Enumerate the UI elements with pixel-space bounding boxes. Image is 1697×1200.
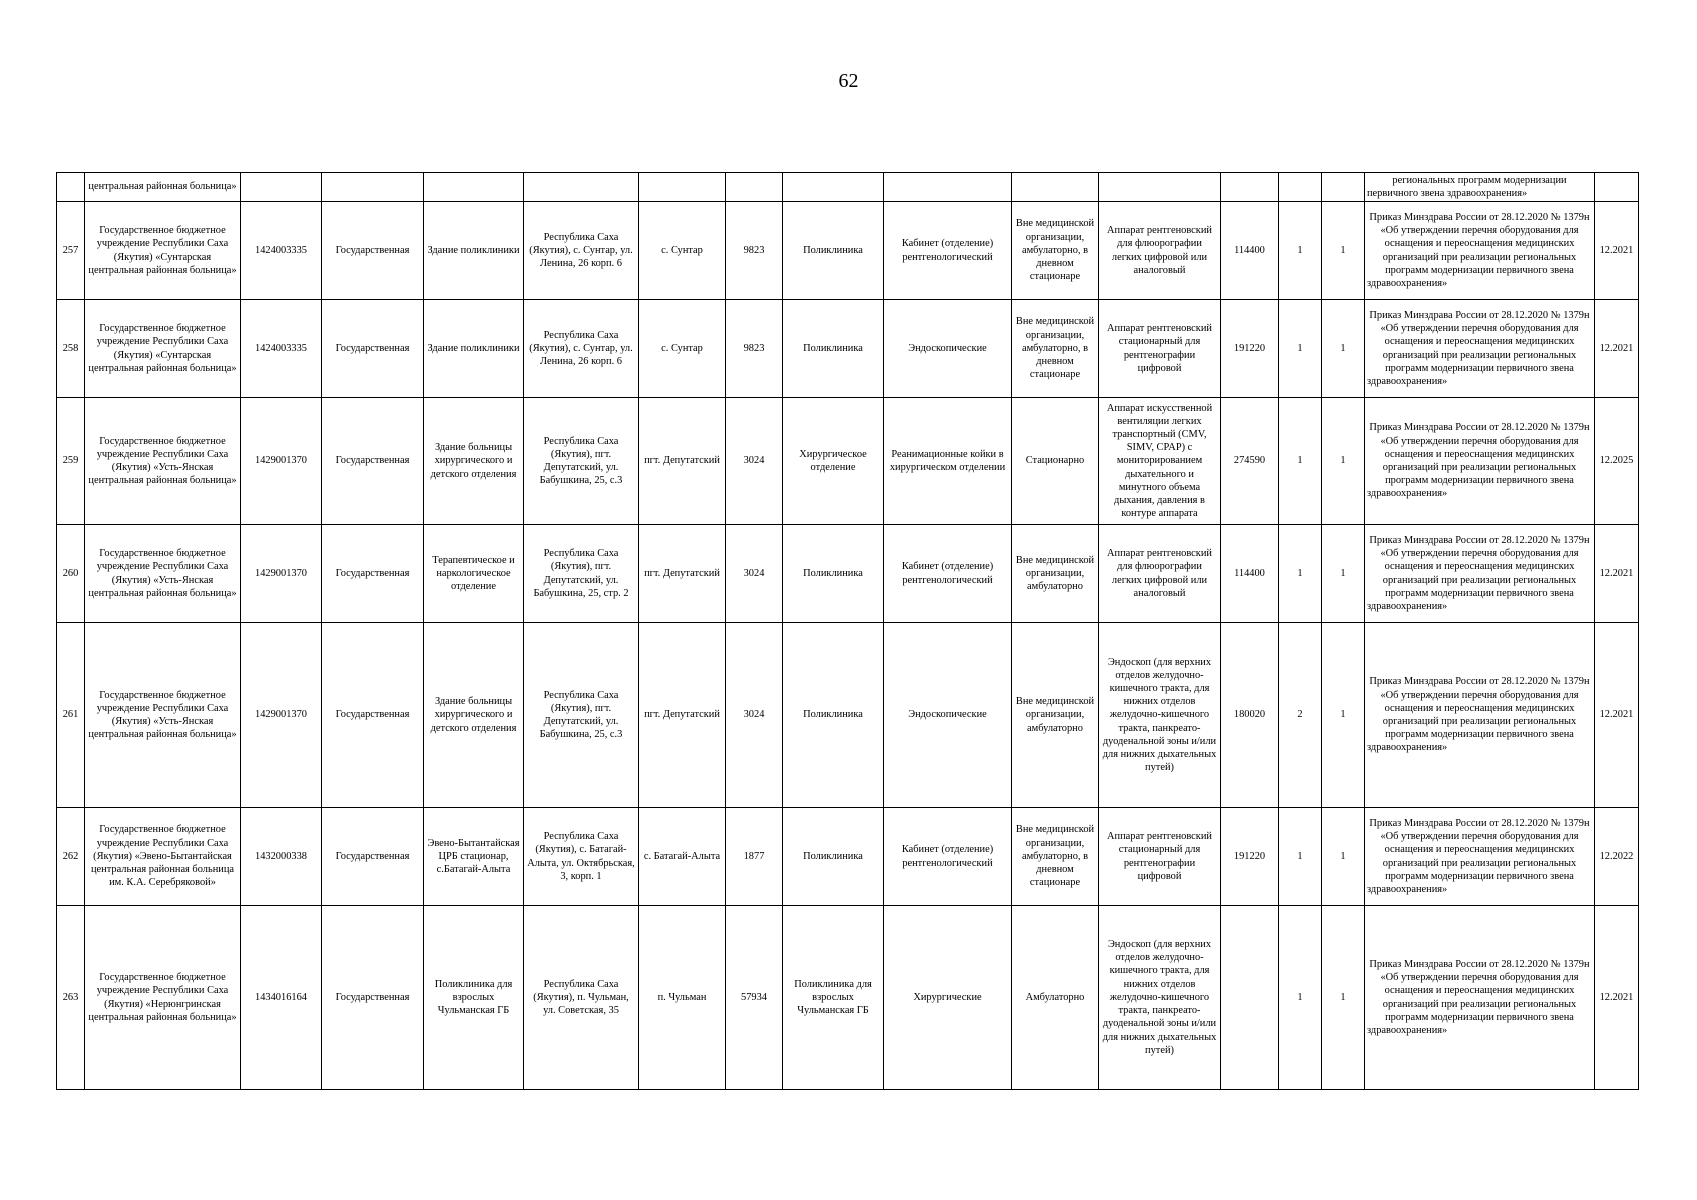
cell-ownership: Государственная bbox=[322, 202, 424, 300]
cell-subdivision: Поликлиника bbox=[783, 808, 884, 906]
cell-population: 3024 bbox=[726, 398, 783, 525]
cell-address: Республика Саха (Якутия), пгт. Депутатский, ул. Бабушкина, 25, стр. 2 bbox=[524, 525, 639, 623]
cell-legal-basis: Приказ Минздрава России от 28.12.2020 № 1379н «Об утверждении перечня оборудования для оснащения и переоснащения медицинских организаций при реализации региональных программ модернизации первичного звена здравоохранения» bbox=[1365, 300, 1595, 398]
cell-care-condition: Вне медицинской организации, амбулаторно, в дневном стационаре bbox=[1012, 300, 1099, 398]
cell-subdivision: Поликлиника для взрослых Чульманская ГБ bbox=[783, 906, 884, 1090]
cell-address: Республика Саха (Якутия), с. Батагай-Алыта, ул. Октябрьская, 3, корп. 1 bbox=[524, 808, 639, 906]
cell-address: Республика Саха (Якутия), пгт. Депутатский, ул. Бабушкина, 25, с.3 bbox=[524, 623, 639, 808]
cell-organization: Государственное бюджетное учреждение Республики Саха (Якутия) «Усть-Янская центральная районная больница» bbox=[85, 623, 241, 808]
cell-qty-b: 1 bbox=[1322, 623, 1365, 808]
cell-settlement: с. Сунтар bbox=[639, 300, 726, 398]
cell-equipment bbox=[1099, 173, 1221, 202]
cell-address: Республика Саха (Якутия), п. Чульман, ул. Советская, 35 bbox=[524, 906, 639, 1090]
cell-settlement: с. Сунтар bbox=[639, 202, 726, 300]
cell-qty-a: 1 bbox=[1279, 808, 1322, 906]
cell-settlement: пгт. Депутатский bbox=[639, 525, 726, 623]
cell-unit bbox=[884, 173, 1012, 202]
cell-deadline: 12.2021 bbox=[1595, 906, 1639, 1090]
cell-unit: Эндоскопические bbox=[884, 623, 1012, 808]
table-row-continuation bbox=[57, 173, 1639, 202]
cell-equipment: Эндоскоп (для верхних отделов желудочно-кишечного тракта, для нижних отделов желудочно-кишечного тракта, панкреато-дуоденальной зоны и/или для нижних дыхательных путей) bbox=[1099, 906, 1221, 1090]
cell-population: 3024 bbox=[726, 623, 783, 808]
cell-subdivision: Хирургическое отделение bbox=[783, 398, 884, 525]
cell-qty-b bbox=[1322, 173, 1365, 202]
cell-settlement: п. Чульман bbox=[639, 906, 726, 1090]
cell-num: 258 bbox=[57, 300, 85, 398]
cell-unit: Реанимационные койки в хирургическом отделении bbox=[884, 398, 1012, 525]
cell-address: Республика Саха (Якутия), с. Сунтар, ул. Ленина, 26 корп. 6 bbox=[524, 300, 639, 398]
cell-inn bbox=[241, 173, 322, 202]
cell-care-condition: Вне медицинской организации, амбулаторно, в дневном стационаре bbox=[1012, 808, 1099, 906]
cell-care-condition bbox=[1012, 173, 1099, 202]
cell-subdivision: Поликлиника bbox=[783, 525, 884, 623]
cell-code: 114400 bbox=[1221, 525, 1279, 623]
cell-inn: 1432000338 bbox=[241, 808, 322, 906]
cell-building: Поликлиника для взрослых Чульманская ГБ bbox=[424, 906, 524, 1090]
cell-num bbox=[57, 173, 85, 202]
cell-unit: Кабинет (отделение) рентгенологический bbox=[884, 202, 1012, 300]
cell-population bbox=[726, 173, 783, 202]
cell-inn: 1424003335 bbox=[241, 202, 322, 300]
cell-inn: 1429001370 bbox=[241, 623, 322, 808]
cell-building bbox=[424, 173, 524, 202]
cell-qty-a: 1 bbox=[1279, 300, 1322, 398]
cell-building: Здание больницы хирургического и детского отделения bbox=[424, 623, 524, 808]
cell-qty-a: 1 bbox=[1279, 202, 1322, 300]
cell-qty-b: 1 bbox=[1322, 525, 1365, 623]
cell-ownership: Государственная bbox=[322, 906, 424, 1090]
cell-population: 57934 bbox=[726, 906, 783, 1090]
cell-subdivision: Поликлиника bbox=[783, 300, 884, 398]
cell-num: 261 bbox=[57, 623, 85, 808]
cell-address: Республика Саха (Якутия), с. Сунтар, ул. Ленина, 26 корп. 6 bbox=[524, 202, 639, 300]
cell-inn: 1429001370 bbox=[241, 398, 322, 525]
cell-organization: Государственное бюджетное учреждение Республики Саха (Якутия) «Усть-Янская центральная районная больница» bbox=[85, 398, 241, 525]
cell-legal-basis: Приказ Минздрава России от 28.12.2020 № 1379н «Об утверждении перечня оборудования для оснащения и переоснащения медицинских организаций при реализации региональных программ модернизации первичного звена здравоохранения» bbox=[1365, 808, 1595, 906]
cell-deadline: 12.2022 bbox=[1595, 808, 1639, 906]
cell-organization: Государственное бюджетное учреждение Республики Саха (Якутия) «Сунтарская центральная районная больница» bbox=[85, 202, 241, 300]
cell-deadline: 12.2025 bbox=[1595, 398, 1639, 525]
cell-num: 259 bbox=[57, 398, 85, 525]
cell-population: 9823 bbox=[726, 300, 783, 398]
cell-building: Здание поликлиники bbox=[424, 300, 524, 398]
cell-inn: 1429001370 bbox=[241, 525, 322, 623]
cell-deadline: 12.2021 bbox=[1595, 623, 1639, 808]
cell-population: 1877 bbox=[726, 808, 783, 906]
cell-qty-b: 1 bbox=[1322, 906, 1365, 1090]
cell-code: 180020 bbox=[1221, 623, 1279, 808]
page-number: 62 bbox=[838, 70, 859, 92]
cell-organization: Государственное бюджетное учреждение Республики Саха (Якутия) «Нерюнгринская центральная районная больница» bbox=[85, 906, 241, 1090]
cell-unit: Кабинет (отделение) рентгенологический bbox=[884, 525, 1012, 623]
cell-deadline: 12.2021 bbox=[1595, 202, 1639, 300]
table-row bbox=[57, 906, 1639, 1090]
cell-code bbox=[1221, 906, 1279, 1090]
cell-num: 263 bbox=[57, 906, 85, 1090]
cell-care-condition: Амбулаторно bbox=[1012, 906, 1099, 1090]
table-row bbox=[57, 398, 1639, 525]
cell-ownership: Государственная bbox=[322, 300, 424, 398]
cell-equipment: Аппарат рентгеновский стационарный для рентгенографии цифровой bbox=[1099, 808, 1221, 906]
cell-code bbox=[1221, 173, 1279, 202]
cell-organization: центральная районная больница» bbox=[85, 173, 241, 202]
table-row bbox=[57, 300, 1639, 398]
cell-qty-b: 1 bbox=[1322, 808, 1365, 906]
cell-equipment: Аппарат искусственной вентиляции легких транспортный (CMV, SIMV, CPAP) с мониторированием дыхательного и минутного объема дыхания, давления в контуре аппарата bbox=[1099, 398, 1221, 525]
cell-organization: Государственное бюджетное учреждение Республики Саха (Якутия) «Усть-Янская центральная районная больница» bbox=[85, 525, 241, 623]
cell-unit: Эндоскопические bbox=[884, 300, 1012, 398]
cell-population: 9823 bbox=[726, 202, 783, 300]
cell-legal-basis: Приказ Минздрава России от 28.12.2020 № 1379н «Об утверждении перечня оборудования для оснащения и переоснащения медицинских организаций при реализации региональных программ модернизации первичного звена здравоохранения» bbox=[1365, 525, 1595, 623]
cell-unit: Кабинет (отделение) рентгенологический bbox=[884, 808, 1012, 906]
cell-legal-basis: региональных программ модернизации первичного звена здравоохранения» bbox=[1365, 173, 1595, 202]
cell-deadline: 12.2021 bbox=[1595, 525, 1639, 623]
cell-qty-b: 1 bbox=[1322, 300, 1365, 398]
cell-care-condition: Вне медицинской организации, амбулаторно, в дневном стационаре bbox=[1012, 202, 1099, 300]
cell-num: 257 bbox=[57, 202, 85, 300]
cell-ownership: Государственная bbox=[322, 525, 424, 623]
cell-deadline: 12.2021 bbox=[1595, 300, 1639, 398]
cell-settlement: с. Батагай-Алыта bbox=[639, 808, 726, 906]
cell-equipment: Эндоскоп (для верхних отделов желудочно-кишечного тракта, для нижних отделов желудочно-кишечного тракта, панкреато-дуоденальной зоны и/или для нижних дыхательных путей) bbox=[1099, 623, 1221, 808]
cell-settlement bbox=[639, 173, 726, 202]
cell-address bbox=[524, 173, 639, 202]
cell-legal-basis: Приказ Минздрава России от 28.12.2020 № 1379н «Об утверждении перечня оборудования для оснащения и переоснащения медицинских организаций при реализации региональных программ модернизации первичного звена здравоохранения» bbox=[1365, 906, 1595, 1090]
cell-legal-basis: Приказ Минздрава России от 28.12.2020 № 1379н «Об утверждении перечня оборудования для оснащения и переоснащения медицинских организаций при реализации региональных программ модернизации первичного звена здравоохранения» bbox=[1365, 623, 1595, 808]
cell-code: 114400 bbox=[1221, 202, 1279, 300]
table-row bbox=[57, 623, 1639, 808]
table-row bbox=[57, 525, 1639, 623]
cell-address: Республика Саха (Якутия), пгт. Депутатский, ул. Бабушкина, 25, с.3 bbox=[524, 398, 639, 525]
cell-equipment: Аппарат рентгеновский для флюорографии легких цифровой или аналоговый bbox=[1099, 525, 1221, 623]
cell-num: 262 bbox=[57, 808, 85, 906]
cell-code: 191220 bbox=[1221, 300, 1279, 398]
cell-num: 260 bbox=[57, 525, 85, 623]
cell-deadline bbox=[1595, 173, 1639, 202]
cell-equipment: Аппарат рентгеновский стационарный для рентгенографии цифровой bbox=[1099, 300, 1221, 398]
cell-subdivision: Поликлиника bbox=[783, 623, 884, 808]
cell-subdivision: Поликлиника bbox=[783, 202, 884, 300]
cell-qty-a: 2 bbox=[1279, 623, 1322, 808]
cell-equipment: Аппарат рентгеновский для флюорографии легких цифровой или аналоговый bbox=[1099, 202, 1221, 300]
cell-inn: 1424003335 bbox=[241, 300, 322, 398]
table-row bbox=[57, 808, 1639, 906]
cell-organization: Государственное бюджетное учреждение Республики Саха (Якутия) «Сунтарская центральная районная больница» bbox=[85, 300, 241, 398]
cell-qty-a: 1 bbox=[1279, 525, 1322, 623]
equipment-registry-table bbox=[56, 172, 1639, 1090]
cell-care-condition: Вне медицинской организации, амбулаторно bbox=[1012, 525, 1099, 623]
cell-building: Здание поликлиники bbox=[424, 202, 524, 300]
cell-legal-basis: Приказ Минздрава России от 28.12.2020 № 1379н «Об утверждении перечня оборудования для оснащения и переоснащения медицинских организаций при реализации региональных программ модернизации первичного звена здравоохранения» bbox=[1365, 398, 1595, 525]
cell-building: Эвено-Бытантайская ЦРБ стационар, с.Батагай-Алыта bbox=[424, 808, 524, 906]
cell-code: 191220 bbox=[1221, 808, 1279, 906]
cell-ownership: Государственная bbox=[322, 398, 424, 525]
cell-qty-b: 1 bbox=[1322, 398, 1365, 525]
cell-unit: Хирургические bbox=[884, 906, 1012, 1090]
cell-ownership: Государственная bbox=[322, 623, 424, 808]
table-row bbox=[57, 202, 1639, 300]
cell-qty-b: 1 bbox=[1322, 202, 1365, 300]
cell-code: 274590 bbox=[1221, 398, 1279, 525]
cell-building: Терапевтическое и наркологическое отделение bbox=[424, 525, 524, 623]
cell-qty-a: 1 bbox=[1279, 398, 1322, 525]
cell-settlement: пгт. Депутатский bbox=[639, 623, 726, 808]
cell-care-condition: Стационарно bbox=[1012, 398, 1099, 525]
cell-settlement: пгт. Депутатский bbox=[639, 398, 726, 525]
cell-building: Здание больницы хирургического и детского отделения bbox=[424, 398, 524, 525]
cell-ownership: Государственная bbox=[322, 808, 424, 906]
cell-inn: 1434016164 bbox=[241, 906, 322, 1090]
cell-legal-basis: Приказ Минздрава России от 28.12.2020 № 1379н «Об утверждении перечня оборудования для оснащения и переоснащения медицинских организаций при реализации региональных программ модернизации первичного звена здравоохранения» bbox=[1365, 202, 1595, 300]
cell-organization: Государственное бюджетное учреждение Республики Саха (Якутия) «Эвено-Бытантайская центральная районная больница им. К.А. Серебряковой» bbox=[85, 808, 241, 906]
cell-population: 3024 bbox=[726, 525, 783, 623]
cell-subdivision bbox=[783, 173, 884, 202]
cell-ownership bbox=[322, 173, 424, 202]
cell-qty-a: 1 bbox=[1279, 906, 1322, 1090]
cell-care-condition: Вне медицинской организации, амбулаторно bbox=[1012, 623, 1099, 808]
cell-qty-a bbox=[1279, 173, 1322, 202]
